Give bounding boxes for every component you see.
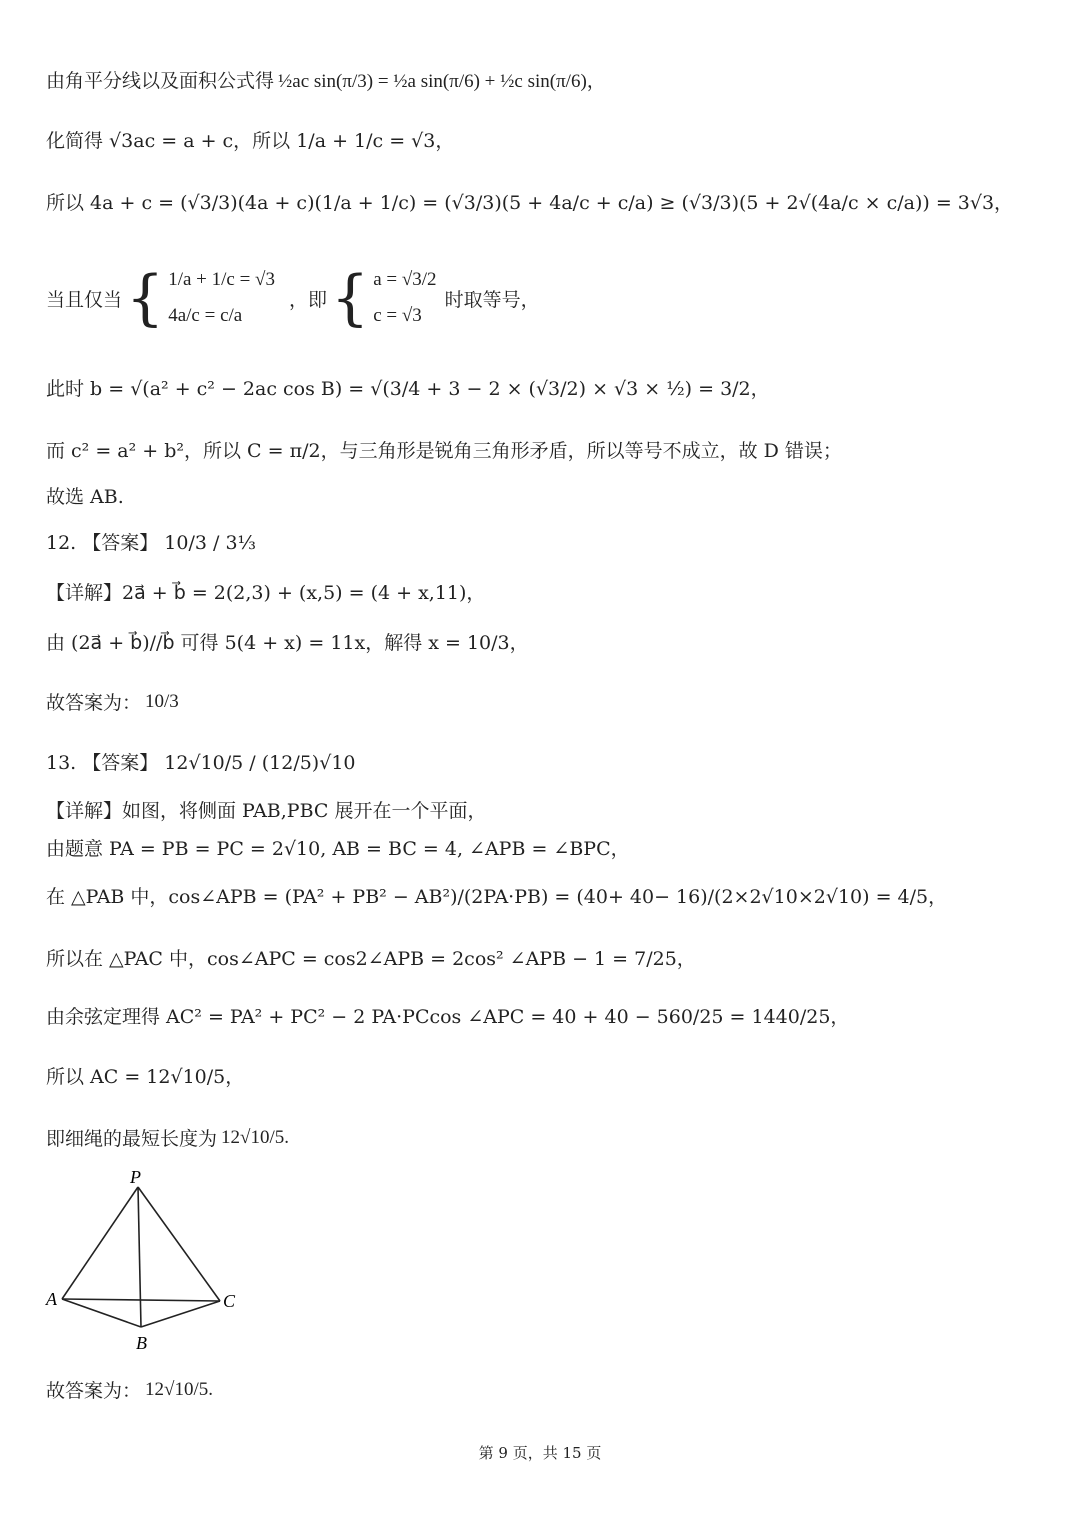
text: 所以 4a + c = (√3/3)(4a + c)(1/a + 1/c) = (√3/3)(5 + 4a/c + c/a) ≥ (√3/3)(5 + 2√(4a/c × c/a)) = 3√3， [46, 192, 1014, 214]
formula: 10/3 [145, 690, 179, 712]
text: 【详解】2a⃗ + b⃗ = 2(2,3) + (x,5) = (4 + x,11)， [46, 582, 486, 604]
page-footer: 第 9 页，共 15 页 [478, 1444, 602, 1462]
text: 此时 b = √(a² + c² − 2ac cos B) = √(3/4 + 3 − 2 × (√3/2) × √3 × ½) = 3/2， [46, 378, 770, 400]
text: 故答案为： [46, 692, 142, 714]
edge-ac [62, 1299, 220, 1301]
formula: ½ac sin(π/3) = ½a sin(π/6) + ½c sin(π/6)， [278, 71, 606, 92]
line-q12-answer [46, 528, 256, 555]
line-q13-given [46, 834, 630, 861]
edge-bc [141, 1301, 220, 1327]
line-angle-bisector [46, 66, 606, 93]
line-q12-parallel [46, 628, 529, 655]
text: 13. 【答案】 12√10/5 / (12/5)√10 [46, 752, 356, 774]
line-equality-condition [46, 250, 540, 346]
line-q13-detail [46, 796, 486, 823]
formula: 12√10/5. [145, 1378, 213, 1400]
line-q13-law-of-cosines [46, 1002, 849, 1029]
text: 由余弦定理得 AC² = PA² + PC² − 2 PA·PCcos ∠APC = 40 + 40 − 560/25 = 1440/25， [46, 1006, 850, 1028]
equation: 1/a + 1/c = √3 [168, 269, 275, 290]
equation: a = √3/2 [373, 269, 437, 290]
line-simplify [46, 126, 454, 153]
text: 所以在 △PAC 中，cos∠APC = cos2∠APB = 2cos² ∠APB − 1 = 7/25， [46, 948, 696, 970]
text: 由题意 PA = PB = PC = 2√10, AB = BC = 4, ∠APB = ∠BPC， [46, 838, 630, 860]
text: 当且仅当 [46, 288, 123, 311]
line-q13-shortest [46, 1124, 289, 1151]
label-p: P [130, 1167, 141, 1187]
text: 所以 AC = 12√10/5， [46, 1066, 245, 1088]
equation: 4a/c = c/a [168, 305, 243, 326]
text: 故选 AB. [46, 486, 124, 508]
edge-pb [138, 1187, 141, 1327]
text: 时取等号， [444, 288, 540, 311]
edge-pa [62, 1187, 138, 1299]
line-choose-ab [46, 482, 124, 509]
label-a: A [46, 1289, 57, 1309]
text: 化简得 √3ac = a + c，所以 1/a + 1/c = √3， [46, 130, 455, 152]
text: 12. 【答案】 10/3 / 3⅓ [46, 532, 256, 554]
left-brace-icon: { [331, 263, 370, 333]
line-contradiction [46, 436, 842, 463]
system-equations [168, 269, 275, 327]
line-inequality [46, 188, 1013, 215]
text: 故答案为： [46, 1380, 142, 1402]
text: 在 △PAB 中，cos∠APB = (PA² + PB² − AB²)/(2PA·PB) = (40+ 40− 16)/(2×2√10×2√10) = 4/5， [46, 886, 948, 908]
line-q12-final [46, 688, 179, 715]
label-b: B [136, 1333, 147, 1353]
line-q13-cos-apc [46, 944, 696, 971]
line-q13-final [46, 1376, 213, 1403]
left-brace-icon: { [126, 263, 165, 333]
formula: 12√10/5. [221, 1126, 289, 1148]
geometry-figure [40, 1165, 260, 1355]
text: 即细绳的最短长度为 [46, 1128, 218, 1150]
line-q13-ac [46, 1062, 244, 1089]
equation: c = √3 [373, 305, 422, 326]
text: 【详解】如图，将侧面 PAB,PBC 展开在一个平面， [46, 800, 487, 822]
line-q13-answer [46, 748, 356, 775]
text: 由角平分线以及面积公式得 [46, 70, 275, 92]
line-b-value [46, 374, 770, 401]
text: 由 (2a⃗ + b⃗)//b⃗ 可得 5(4 + x) = 11x，解得 x = 10/3， [46, 632, 529, 654]
text: 而 c² = a² + b²，所以 C = π/2，与三角形是锐角三角形矛盾，所以等号不成立，故 D 错误； [46, 440, 842, 462]
edge-pc [138, 1187, 220, 1301]
edge-ab [62, 1299, 141, 1327]
line-q12-detail [46, 578, 485, 605]
line-q13-cos-apb [46, 882, 947, 909]
system-solution [373, 269, 436, 327]
text: ，即 [289, 288, 328, 311]
label-c: C [223, 1291, 236, 1311]
